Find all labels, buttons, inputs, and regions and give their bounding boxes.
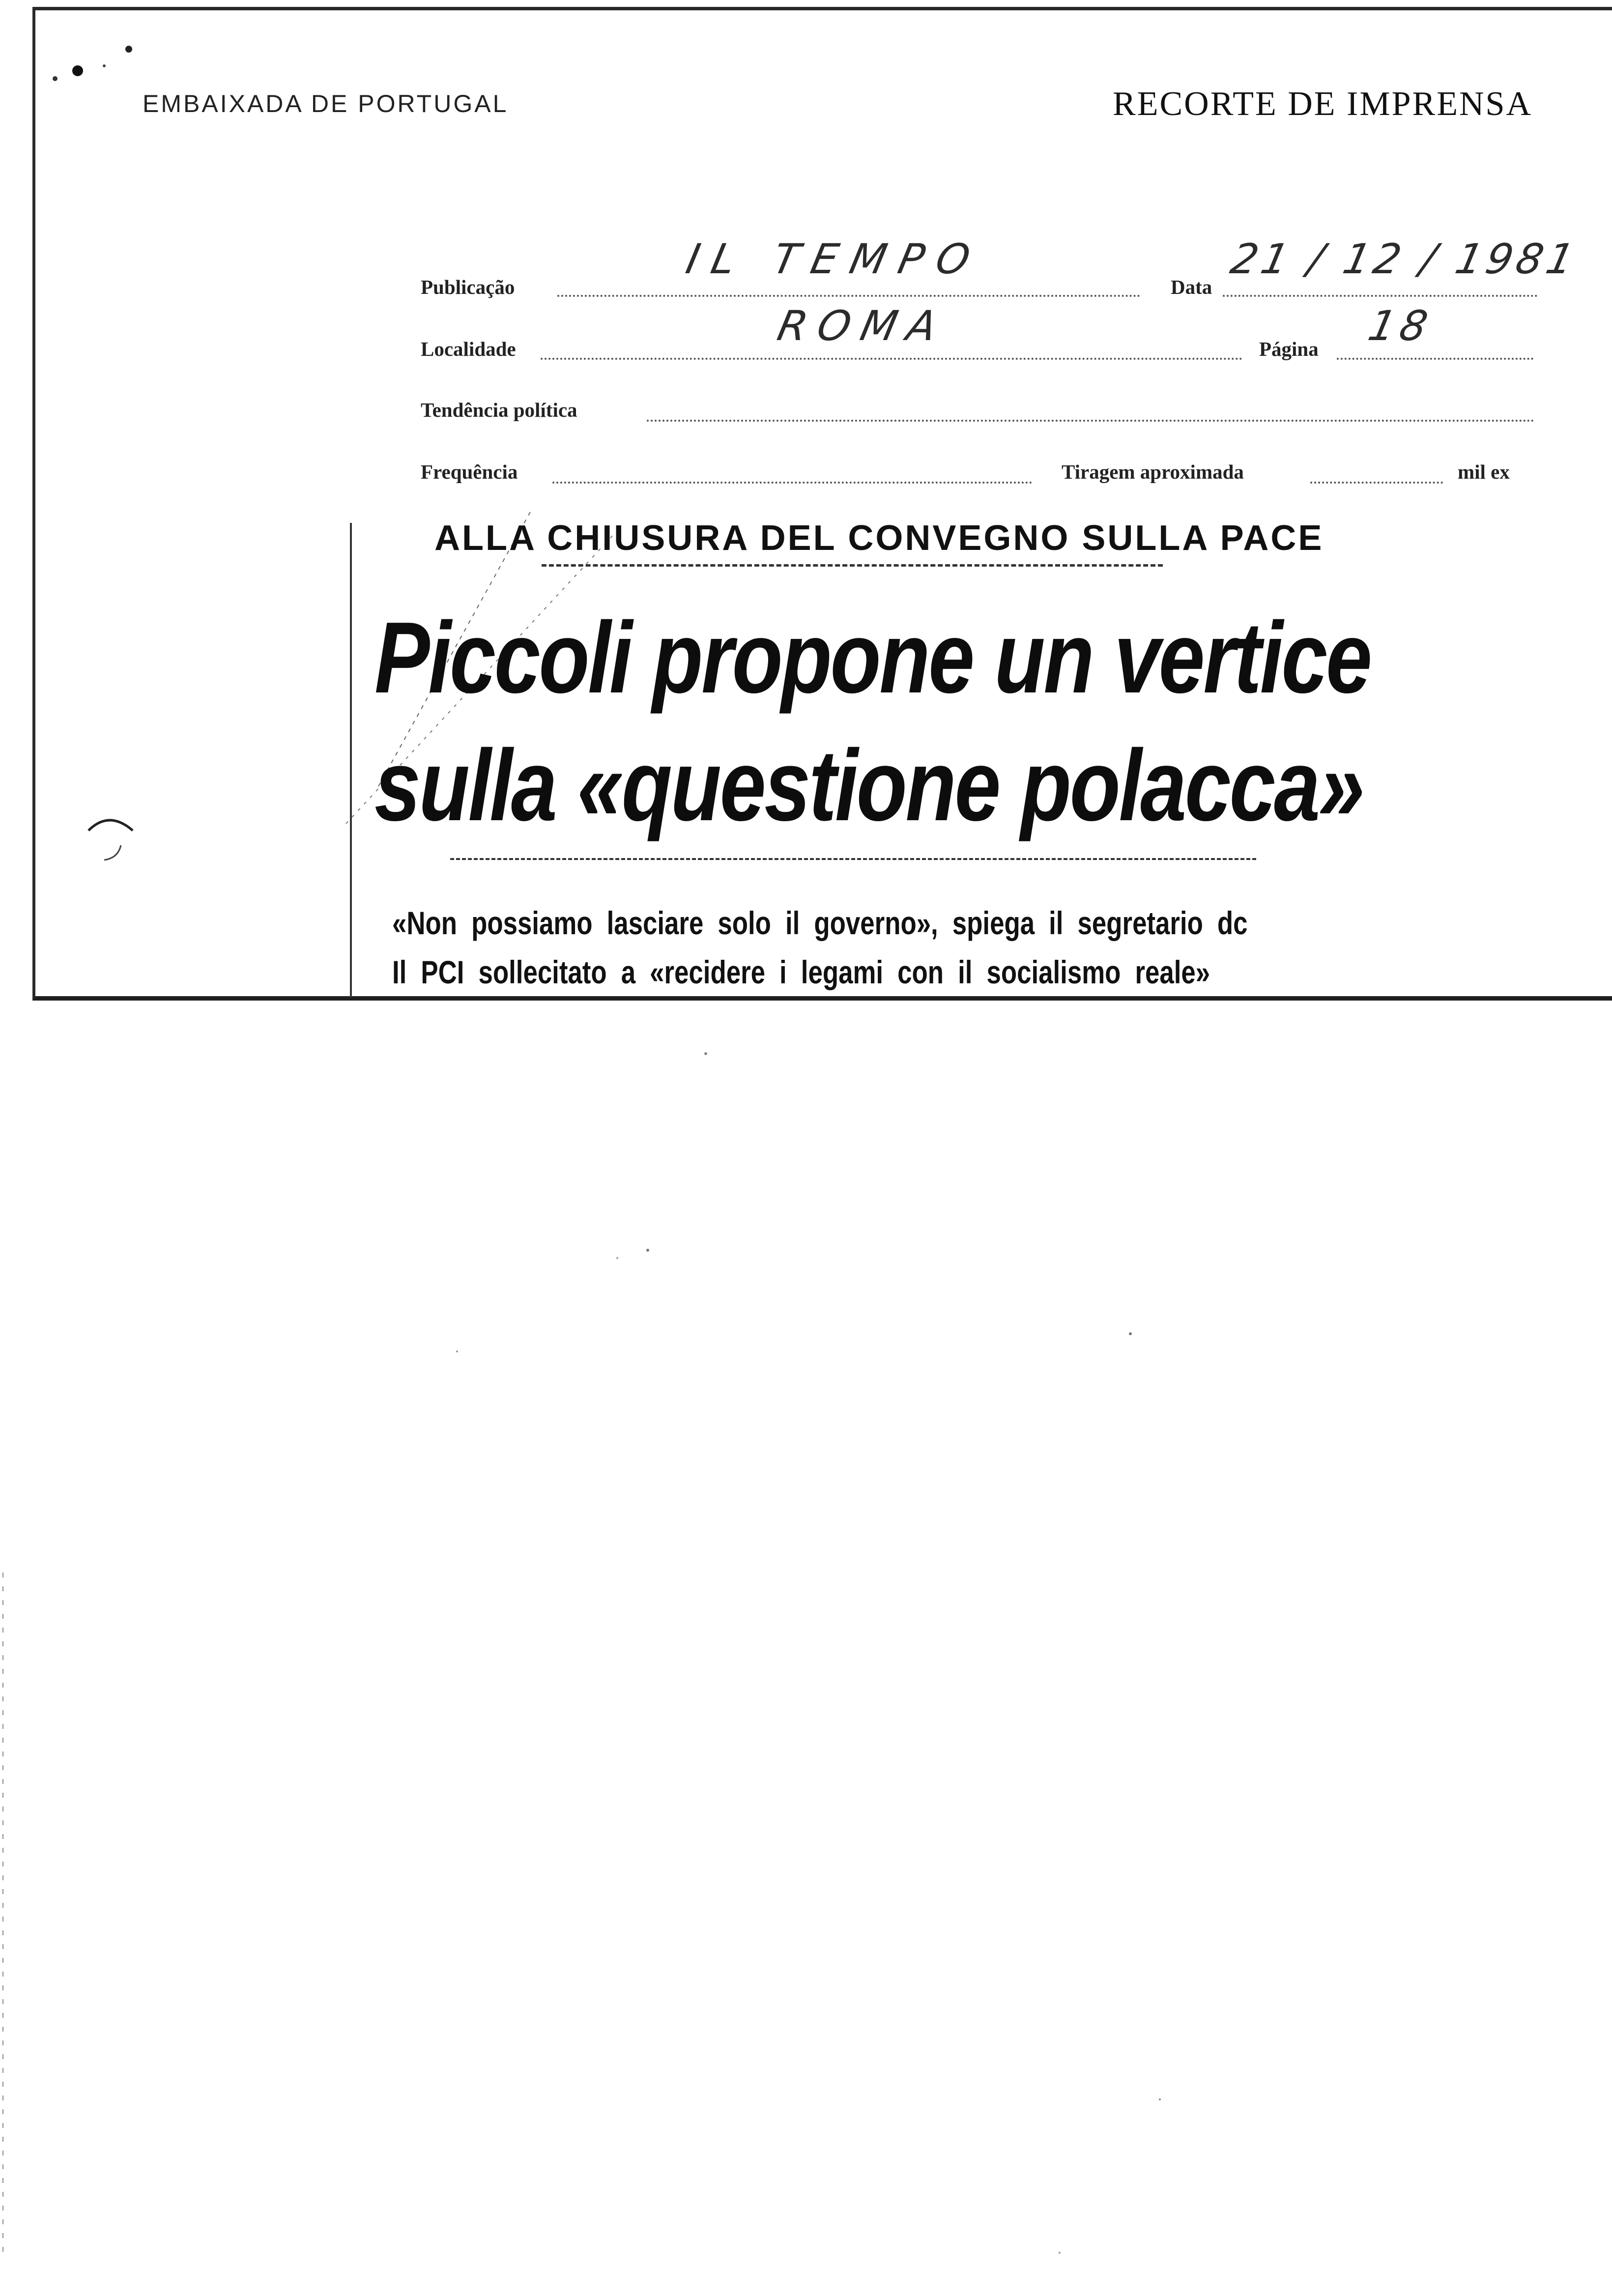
circulation-unit: mil ex <box>1458 460 1510 483</box>
frequency-label: Frequência <box>421 460 518 483</box>
article-subhead-line-2: Il PCI sollecitato a «recidere i legami con il socialismo reale» <box>392 954 1210 990</box>
publication-handwritten: IL TEMPO <box>682 235 987 283</box>
embassy-name: EMBAIXADA DE PORTUGAL <box>143 90 509 117</box>
date-label: Data <box>1171 276 1212 298</box>
publication-label: Publicação <box>421 276 515 298</box>
article-kicker: ALLA CHIUSURA DEL CONVEGNO SULLA PACE <box>434 518 1324 558</box>
political-tendency-dotted-line <box>647 420 1534 422</box>
publication-dotted-line <box>557 295 1140 297</box>
locality-handwritten: ROMA <box>773 302 952 350</box>
kicker-underline <box>542 564 1163 567</box>
article-headline-line-1: Piccoli propone un vertice <box>374 601 1371 714</box>
clipping-left-edge <box>350 523 352 998</box>
article-headline-line-2: sulla «questione polacca» <box>374 729 1363 842</box>
clipping-title: RECORTE DE IMPRENSA <box>1113 85 1532 123</box>
date-dotted-line <box>1223 295 1537 297</box>
locality-dotted-line <box>541 358 1242 360</box>
headline-divider <box>450 858 1256 860</box>
page-label: Página <box>1259 338 1319 360</box>
article-subhead-line-1: «Non possiamo lasciare solo il governo», spiega il segretario dc <box>392 905 1248 941</box>
political-tendency-label: Tendência política <box>421 399 577 421</box>
circulation-label: Tiragem aproximada <box>1062 460 1244 483</box>
circulation-dotted-line <box>1310 482 1443 484</box>
page-handwritten: 18 <box>1364 302 1437 350</box>
frequency-dotted-line <box>552 482 1032 484</box>
page-dotted-line <box>1337 358 1533 360</box>
locality-label: Localidade <box>421 338 516 360</box>
date-handwritten: 21 / 12 / 1981 <box>1226 235 1583 283</box>
